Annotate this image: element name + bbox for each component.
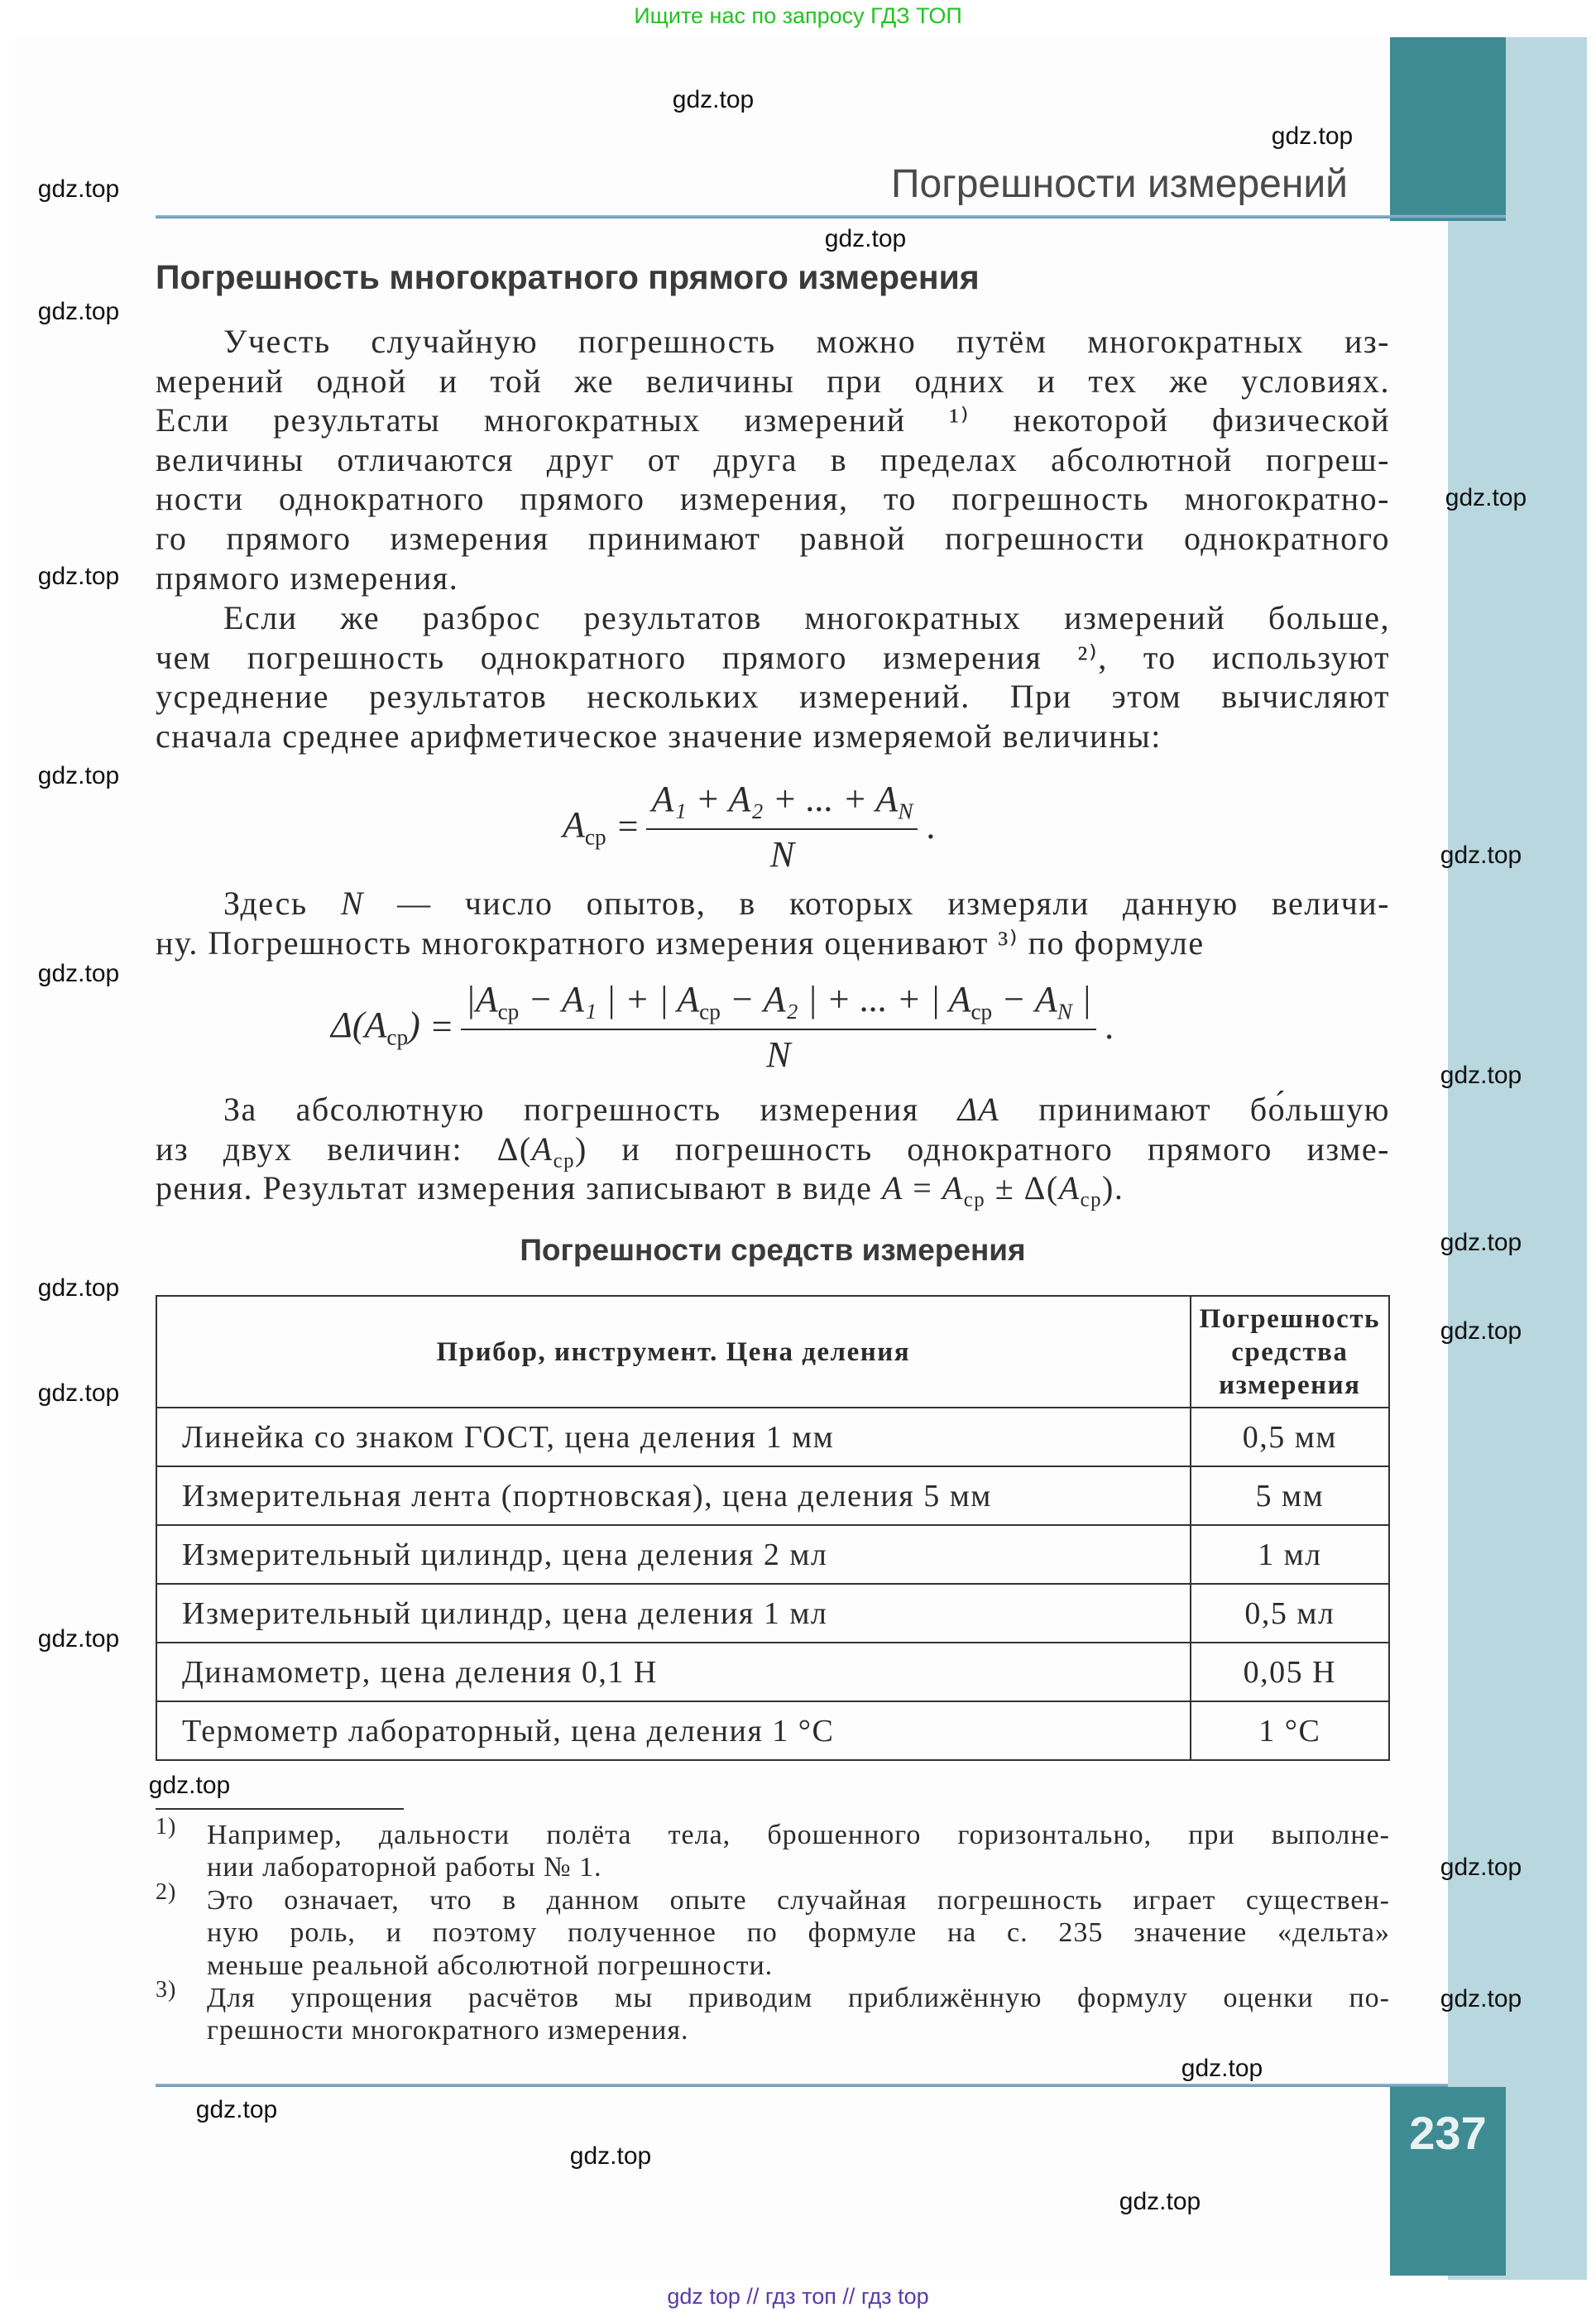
error-cell: 0,5 мл (1191, 1584, 1389, 1643)
watermark: gdz.top (148, 1772, 231, 1799)
text-segment: N (340, 885, 364, 922)
footer-divider (156, 2084, 1448, 2087)
section-heading: Погрешность многократного прямого измерения (156, 258, 980, 296)
footnote (156, 1879, 1390, 1982)
paragraph-3 (156, 884, 1390, 962)
watermark: gdz.top (1440, 1985, 1522, 2012)
watermark: gdz.top (1440, 842, 1522, 869)
column-header-error: Погрешность средства измерения (1191, 1296, 1389, 1408)
header-color-tab (1390, 37, 1506, 221)
table-title: Погрешности средств измерения (520, 1233, 1026, 1267)
instrument-cell: Измерительный цилиндр, цена деления 1 мл (156, 1584, 1191, 1643)
text-segment: A (942, 1169, 964, 1207)
fraction (461, 978, 1096, 1076)
formula-lhs: $\Delta(A_{ср})$ (331, 1004, 420, 1050)
table-row (156, 1408, 1389, 1466)
footnote-divider (156, 1808, 404, 1810)
top-banner: Ищите нас по запросу ГДЗ ТОП (634, 3, 962, 28)
footnote-line: нии лабораторной работы № 1. (207, 1852, 602, 1883)
instrument-cell: Измерительная лента (портновская), цена деления 5 мм (156, 1466, 1191, 1525)
table-row (156, 1643, 1389, 1701)
fraction (646, 778, 918, 875)
text-line: сначала среднее арифметическое значение измеряемой величины: (156, 717, 1162, 755)
text-line: Учесть случайную погрешность можно путём многократных из- (223, 323, 1390, 360)
table-header-row (156, 1296, 1389, 1408)
footnote-number: 2) (156, 1879, 177, 1905)
watermark: gdz.top (1440, 1229, 1522, 1256)
subscript: ср (1080, 1188, 1103, 1211)
footnote-number: 1) (156, 1814, 177, 1840)
text-line: ну. Погрешность многократного измерения оценивают ³⁾ по формуле (156, 923, 1205, 962)
text-segment: A (531, 1130, 554, 1168)
watermark: gdz.top (1445, 484, 1527, 511)
error-cell: 5 мм (1191, 1466, 1389, 1525)
watermark: gdz.top (195, 2096, 278, 2123)
footnote-line: грешности многократного измерения. (207, 2015, 689, 2046)
bottom-banner: gdz top // гдз топ // гдз top (667, 2284, 929, 2309)
period: . (1105, 1006, 1114, 1048)
footnote-line: меньше реальной абсолютной погрешности. (207, 1950, 774, 1981)
text-line (156, 1168, 1390, 1211)
footnote (156, 1977, 1390, 2047)
table-row (156, 1584, 1389, 1643)
table-row (156, 1466, 1389, 1525)
instrument-cell: Измерительный цилиндр, цена деления 2 мл (156, 1525, 1191, 1584)
denominator: N (766, 1034, 791, 1075)
watermark: gdz.top (37, 298, 120, 325)
watermark: gdz.top (37, 563, 120, 590)
text-line (156, 884, 1390, 923)
watermark: gdz.top (37, 175, 120, 203)
footnote-line: Для упрощения расчётов мы приводим приближённую формулу оценки по- (207, 1983, 1390, 2013)
text-line: ности однократного прямого измерения, то погрешность многократно- (156, 480, 1390, 518)
text-line: величины отличаются друг от друга в пределах абсолютной погреш- (156, 440, 1390, 478)
paragraph-4 (156, 1090, 1390, 1211)
watermark: gdz.top (1271, 122, 1354, 150)
column-header-instrument: Прибор, инструмент. Цена деления (156, 1296, 1191, 1408)
text-segment: ) и погрешность однократного прямого изме- (575, 1130, 1390, 1168)
instrument-error-table (156, 1295, 1390, 1761)
footnote (156, 1814, 1390, 1884)
watermark: gdz.top (1181, 2055, 1263, 2082)
text-segment: принимают бо́льшую (999, 1091, 1390, 1128)
footnote-number: 3) (156, 1977, 177, 2003)
subscript: ср (963, 1188, 986, 1211)
text-segment: Здесь (223, 885, 341, 922)
text-line (156, 1090, 1390, 1130)
header-divider (156, 215, 1506, 218)
text-segment: из двух величин: Δ( (156, 1130, 532, 1168)
running-header-title: Погрешности измерений (891, 162, 1348, 206)
formula-lhs: $A_{ср}$ (563, 804, 606, 850)
page-number: 237 (1409, 2107, 1487, 2159)
watermark: gdz.top (1119, 2188, 1201, 2215)
text-line: Если же разброс результатов многократных измерений больше, (223, 599, 1390, 636)
page-margin-band (1448, 37, 1587, 2280)
watermark: gdz.top (37, 1379, 120, 1407)
numerator: $|A_{ср} - A_1$ | + | $A_{ср} - A_2$ | + ... + | $A_{ср} - A_N$ | (461, 978, 1096, 1030)
text-line (156, 1130, 1390, 1173)
text-segment: ΔA (957, 1091, 1000, 1128)
watermark: gdz.top (37, 960, 120, 987)
watermark: gdz.top (824, 225, 907, 252)
text-segment: = (903, 1169, 942, 1207)
footnote-line: ную роль, и поэтому полученное по формуле на с. 235 значение «дельта» (207, 1917, 1390, 1949)
denominator: N (769, 833, 795, 875)
formula-error (331, 978, 1114, 1076)
watermark: gdz.top (1440, 1854, 1522, 1881)
text-segment: A (1058, 1169, 1081, 1207)
instrument-cell: Линейка со знаком ГОСТ, цена деления 1 мм (156, 1408, 1191, 1466)
watermark: gdz.top (672, 86, 755, 113)
text-line: прямого измерения. (156, 559, 459, 597)
text-segment: — число опытов, в которых измеряли данную величи- (363, 885, 1391, 922)
table-row (156, 1701, 1389, 1760)
numerator: A₁ + A₂ + ... + $A_N$ (646, 778, 918, 830)
paragraph-1 (156, 322, 1390, 597)
text-line: усреднение результатов нескольких измерений. При этом вычисляют (156, 678, 1390, 716)
equals-sign: = (431, 1006, 453, 1048)
text-line: Если результаты многократных измерений ¹⁾ некоторой физической (156, 401, 1390, 439)
subscript: ср (553, 1149, 576, 1173)
watermark: gdz.top (37, 1274, 120, 1302)
text-segment: рения. Результат измерения записывают в виде (156, 1169, 882, 1207)
formula-mean (563, 778, 935, 875)
text-line: го прямого измерения принимают равной погрешности однократного (156, 519, 1390, 557)
instrument-cell: Динамометр, цена деления 0,1 Н (156, 1643, 1191, 1701)
period: . (926, 806, 936, 847)
watermark: gdz.top (569, 2142, 652, 2170)
instrument-cell: Термометр лабораторный, цена деления 1 °С (156, 1701, 1191, 1760)
error-cell: 1 мл (1191, 1525, 1389, 1584)
paragraph-2 (156, 598, 1390, 756)
text-segment: A (881, 1169, 903, 1207)
watermark: gdz.top (37, 1625, 120, 1653)
watermark: gdz.top (1440, 1317, 1522, 1345)
watermark: gdz.top (37, 762, 120, 789)
footnote-line: Например, дальности полёта тела, брошенного горизонтально, при выполне- (207, 1820, 1390, 1850)
footnote-line: Это означает, что в данном опыте случайная погрешность играет существен- (207, 1885, 1390, 1916)
watermark: gdz.top (1440, 1062, 1522, 1089)
text-segment: За абсолютную погрешность измерения (223, 1091, 958, 1128)
text-line: мерений одной и той же величины при одних и тех же условиях. (156, 362, 1390, 400)
text-segment: ). (1102, 1169, 1124, 1207)
text-line: чем погрешность однократного прямого измерения ²⁾, то используют (156, 638, 1390, 676)
text-segment: ± Δ( (985, 1169, 1059, 1207)
table-row (156, 1525, 1389, 1584)
error-cell: 1 °С (1191, 1701, 1389, 1760)
equals-sign: = (617, 806, 639, 847)
error-cell: 0,5 мм (1191, 1408, 1389, 1466)
error-cell: 0,05 Н (1191, 1643, 1389, 1701)
